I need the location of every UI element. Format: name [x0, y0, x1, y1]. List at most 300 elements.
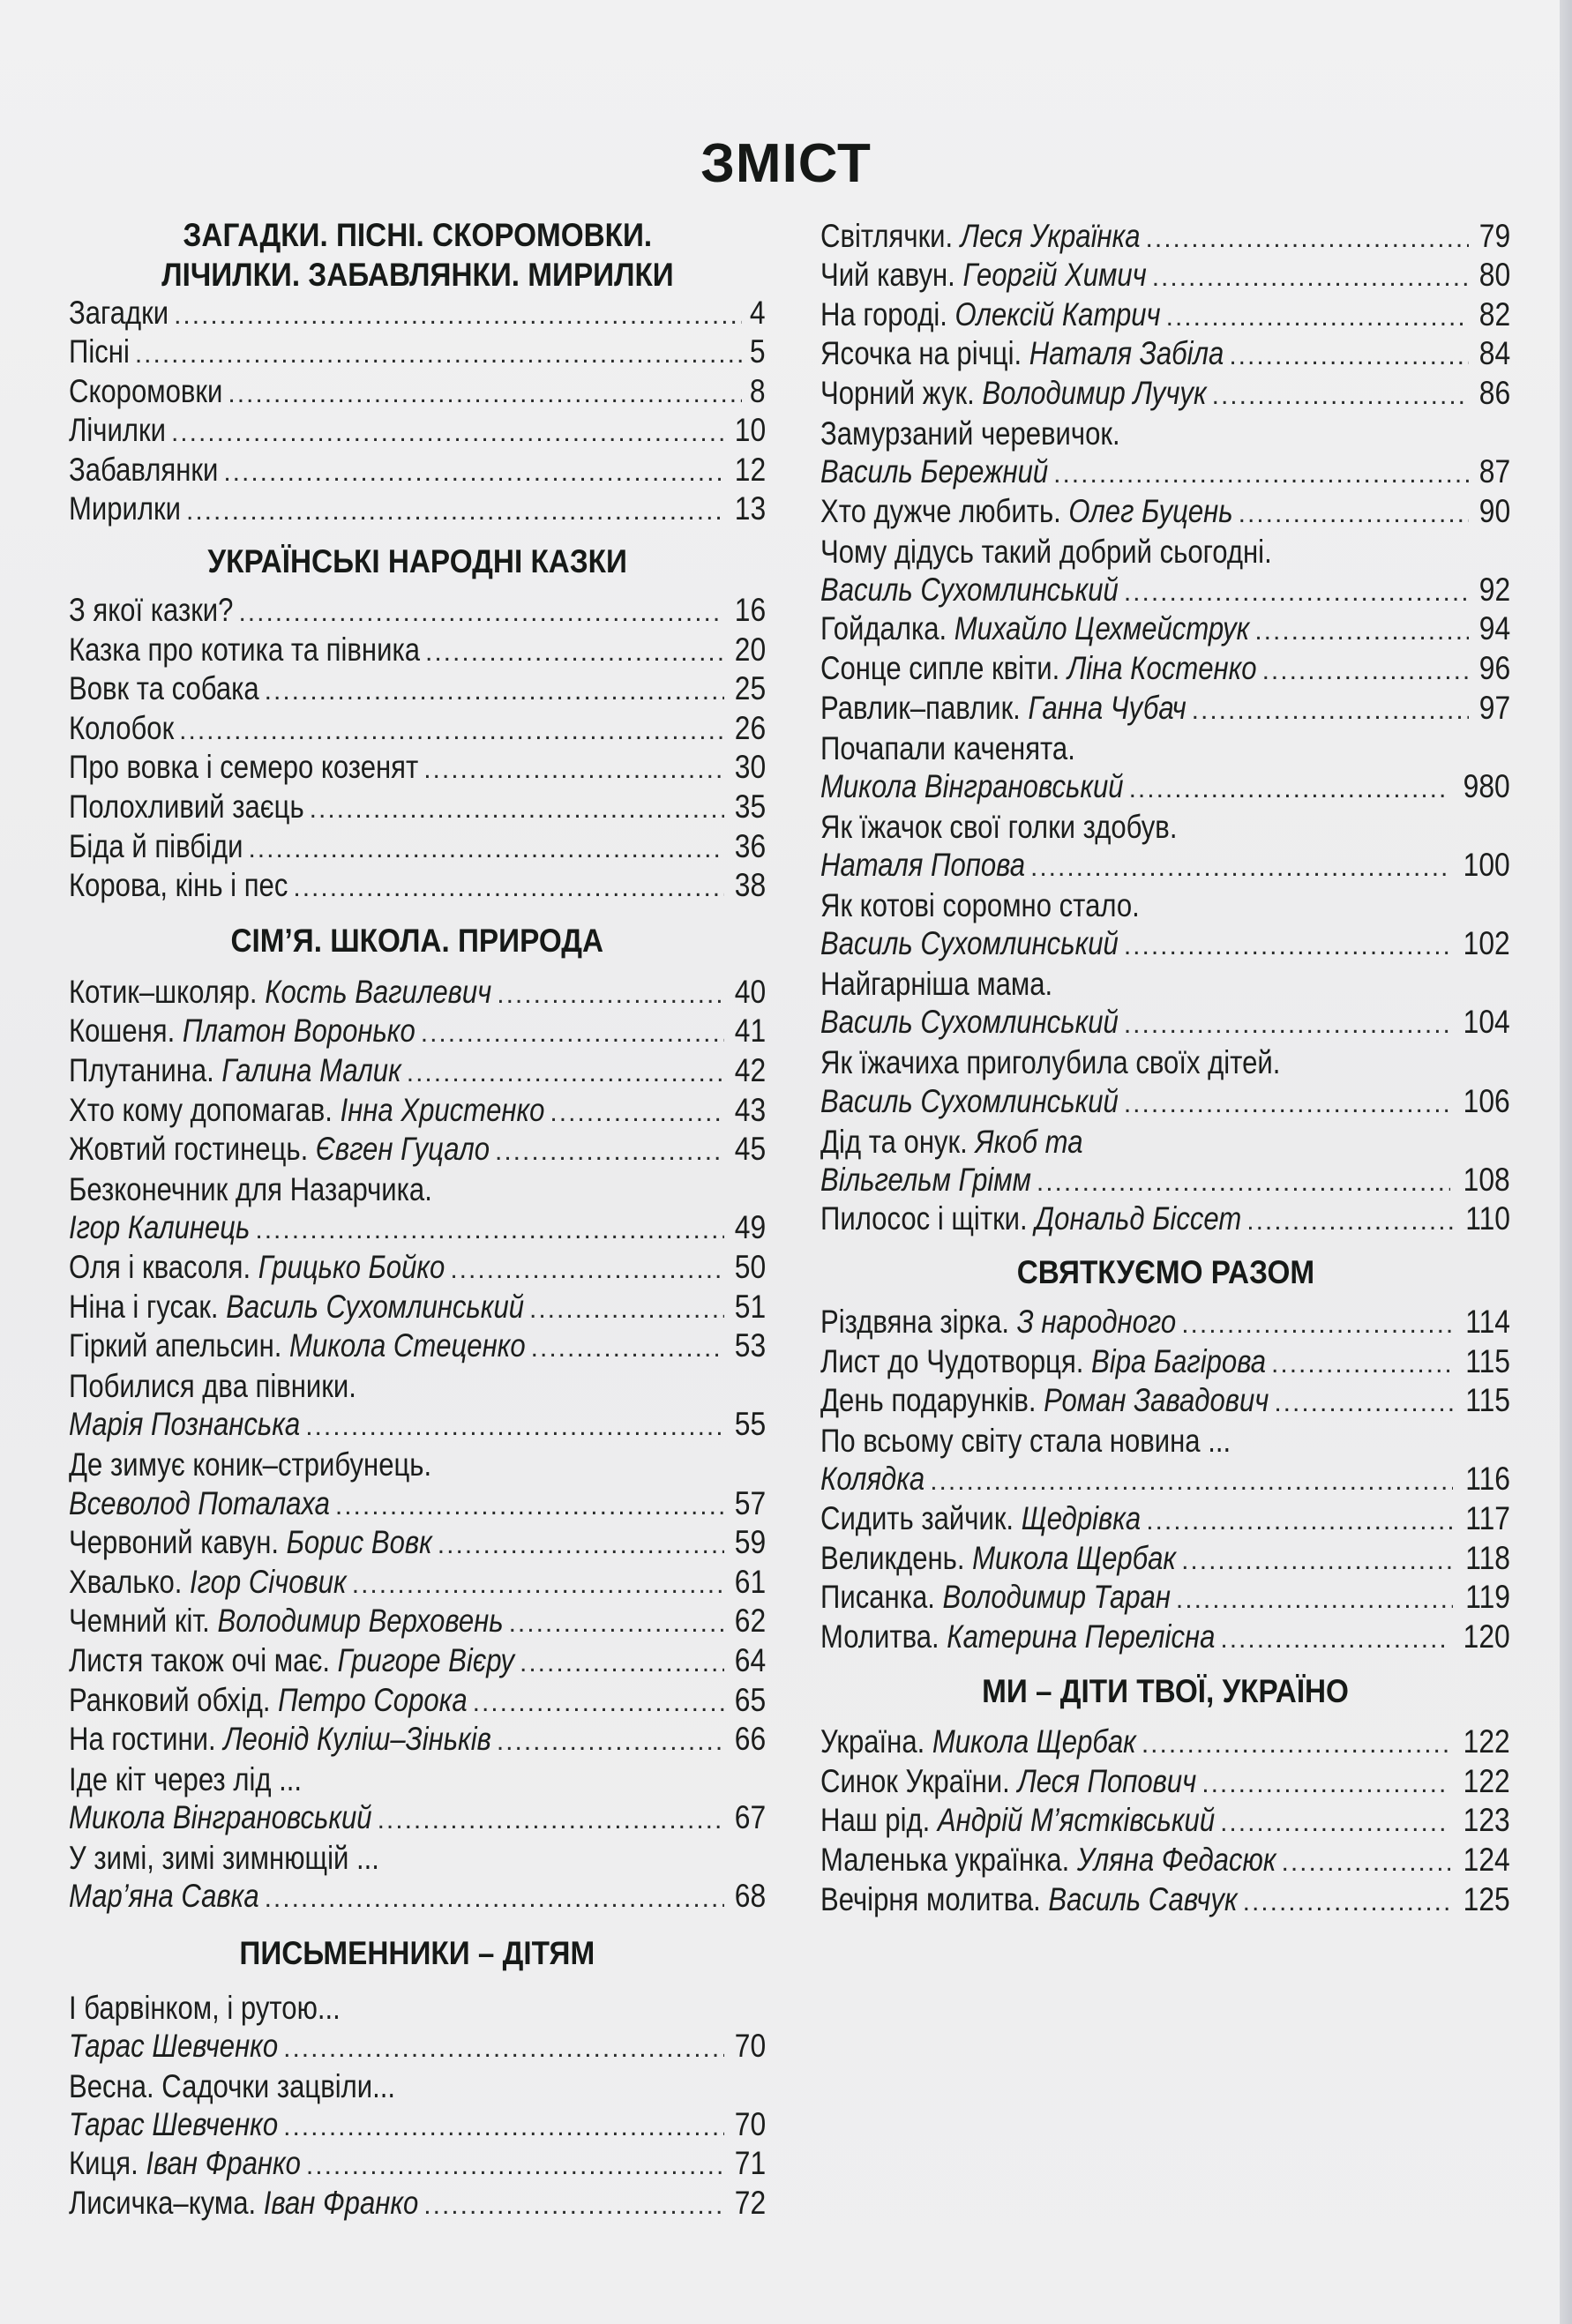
- entry-text: [69, 1170, 432, 1210]
- entry-text: [820, 217, 1141, 257]
- entry-title: Як їжачок свої голки здобув.: [820, 808, 1178, 845]
- page-number: 123: [1463, 1802, 1510, 1839]
- page-number: 65: [734, 1681, 766, 1718]
- page-number: 115: [1465, 1342, 1510, 1379]
- toc-entry[interactable]: [820, 218, 1510, 258]
- dot-leader: [1124, 1085, 1450, 1125]
- dot-leader: [423, 2186, 724, 2226]
- entry-text: [69, 1405, 300, 1445]
- toc-entry[interactable]: [69, 1013, 766, 1053]
- entry-text: [69, 2184, 418, 2223]
- entry-text: [69, 1602, 504, 1641]
- entry-text: [69, 1326, 526, 1366]
- entry-title: Чорний жук.: [820, 374, 983, 411]
- toc-entry[interactable]: [69, 2106, 766, 2146]
- entry-title: Жовтий гостинець.: [69, 1131, 316, 1168]
- page-number: 66: [734, 1721, 766, 1758]
- entry-text: [820, 452, 1048, 492]
- entry-title: Забавлянки: [69, 451, 219, 488]
- toc-entry[interactable]: [820, 375, 1510, 415]
- entry-title: Полохливий заєць: [69, 788, 304, 826]
- toc-entry[interactable]: [820, 1304, 1510, 1343]
- toc-entry[interactable]: [820, 1540, 1510, 1580]
- entry-title: Чемний кіт.: [69, 1603, 218, 1640]
- entry-author: Роман Завадович: [1044, 1382, 1269, 1419]
- toc-entry-continued: [820, 1043, 1510, 1083]
- toc-entry-continued: [820, 886, 1510, 926]
- entry-text: [69, 1208, 250, 1248]
- entry-title: Ніна і гусак.: [69, 1288, 227, 1325]
- entry-author: Олег Буцень: [1068, 492, 1233, 529]
- page-number: 53: [734, 1327, 766, 1364]
- entry-text: [820, 767, 1124, 807]
- entry-text: [820, 1762, 1196, 1802]
- entry-text: [69, 294, 168, 333]
- dot-leader: [223, 453, 724, 493]
- toc-entry[interactable]: [69, 373, 766, 413]
- entry-text: [69, 1839, 379, 1879]
- toc-entry[interactable]: [820, 336, 1510, 376]
- dot-leader: [473, 1684, 724, 1723]
- toc-entry[interactable]: [69, 1879, 766, 1918]
- toc-entry[interactable]: [820, 926, 1510, 966]
- entry-text: [820, 256, 1147, 295]
- entry-author: Василь Савчук: [1048, 1880, 1238, 1917]
- entry-author: Євген Гуцало: [315, 1131, 490, 1168]
- entry-text: [69, 1130, 490, 1169]
- toc-entry[interactable]: [69, 750, 766, 789]
- entry-title: Як їжачиха приголубила своїх дітей.: [820, 1044, 1281, 1081]
- entry-title: Хвалько.: [69, 1563, 191, 1600]
- dot-leader: [1181, 1305, 1453, 1345]
- toc-entry[interactable]: [69, 2146, 766, 2186]
- entry-author: Дональд Біссет: [1035, 1200, 1242, 1237]
- page-number: 20: [734, 631, 766, 668]
- page-number: 64: [734, 1641, 766, 1678]
- page-number: 115: [1465, 1382, 1510, 1419]
- page-number: 122: [1463, 1723, 1510, 1760]
- entry-title: Плутанина.: [69, 1052, 222, 1088]
- entry-text: [69, 866, 288, 906]
- page-number: 35: [734, 788, 766, 826]
- toc-entry[interactable]: [69, 2186, 766, 2225]
- entry-text: [820, 492, 1233, 532]
- toc-entry[interactable]: [820, 611, 1510, 651]
- dot-leader: [1243, 1883, 1451, 1923]
- dot-leader: [186, 492, 724, 532]
- entry-title: Загадки: [69, 294, 169, 331]
- entry-text: [69, 1288, 524, 1327]
- entry-title: Біда й півбіди: [69, 827, 243, 864]
- toc-entry[interactable]: [820, 1383, 1510, 1423]
- toc-entry-continued: [820, 1422, 1510, 1461]
- entry-text: [820, 1381, 1269, 1421]
- entry-author: Леонід Куліш–Зіньків: [223, 1721, 491, 1758]
- entry-author: Тарас Шевченко: [69, 2105, 279, 2142]
- entry-author: Микола Щербак: [972, 1539, 1177, 1576]
- entry-author: Михайло Цехмейструк: [954, 610, 1250, 647]
- dot-leader: [310, 790, 724, 830]
- page-number: 116: [1465, 1461, 1510, 1498]
- toc-entry[interactable]: [820, 1580, 1510, 1619]
- page-number: 70: [734, 2027, 766, 2064]
- entry-text: [820, 1880, 1238, 1920]
- toc-entry[interactable]: [69, 631, 766, 671]
- entry-title: Синок України.: [820, 1762, 1018, 1799]
- toc-entry[interactable]: [69, 974, 766, 1013]
- page-number: 125: [1463, 1880, 1510, 1917]
- toc-entry[interactable]: [69, 1722, 766, 1761]
- page-number: 5: [750, 333, 766, 370]
- entry-author: Вільгельм Грімм: [820, 1161, 1031, 1198]
- page-number: 36: [734, 827, 766, 864]
- entry-title: Равлик–павлик.: [820, 689, 1029, 726]
- entry-title: Вовк та собака: [69, 670, 259, 707]
- entry-title: Оля і квасоля.: [69, 1248, 258, 1285]
- toc-entry[interactable]: [69, 334, 766, 374]
- page-number: 67: [734, 1799, 766, 1836]
- entry-author: Колядка: [820, 1461, 925, 1498]
- entry-text: [820, 1303, 1176, 1342]
- dot-leader: [228, 375, 742, 415]
- entry-text: [69, 1877, 259, 1917]
- entry-author: Петро Сорока: [278, 1681, 468, 1718]
- entry-text: [69, 591, 233, 631]
- page-number: 40: [734, 973, 766, 1010]
- toc-entry[interactable]: [69, 1249, 766, 1289]
- dot-leader: [171, 414, 724, 453]
- entry-text: [69, 1484, 330, 1524]
- page-number: 122: [1463, 1762, 1510, 1799]
- toc-entry[interactable]: [820, 296, 1510, 336]
- entry-title: Червоний кавун.: [69, 1524, 287, 1561]
- entry-author: Тарас Шевченко: [69, 2027, 279, 2064]
- toc-entry-continued: [820, 533, 1510, 572]
- entry-title: Почапали каченята.: [820, 729, 1075, 766]
- entry-text: [69, 372, 222, 412]
- dot-leader: [179, 712, 724, 751]
- toc-entry[interactable]: [69, 1564, 766, 1603]
- page-number: 30: [734, 749, 766, 786]
- entry-title: Великдень.: [820, 1539, 973, 1576]
- toc-entry[interactable]: [69, 413, 766, 452]
- page-number: 90: [1478, 492, 1510, 529]
- toc-entry[interactable]: [820, 1162, 1510, 1201]
- entry-title: Вечірня молитва.: [820, 1880, 1049, 1917]
- dot-leader: [335, 1487, 724, 1527]
- dot-leader: [1282, 1843, 1451, 1883]
- entry-text: [69, 1681, 468, 1721]
- toc-entry[interactable]: [820, 1881, 1510, 1921]
- entry-text: [69, 1760, 302, 1800]
- entry-text: [69, 1720, 491, 1760]
- page-number: 106: [1463, 1082, 1510, 1119]
- toc-entry[interactable]: [69, 1053, 766, 1093]
- dot-leader: [407, 1054, 724, 1094]
- page-number: 42: [734, 1052, 766, 1088]
- dot-leader: [1146, 220, 1469, 259]
- toc-entry[interactable]: [69, 1485, 766, 1525]
- entry-text: [69, 1798, 372, 1838]
- entry-title: Колобок: [69, 709, 175, 746]
- toc-entry-continued: [69, 1989, 766, 2029]
- entry-text: [69, 451, 218, 490]
- entry-text: [820, 1082, 1119, 1122]
- toc-entry[interactable]: [820, 651, 1510, 691]
- toc-entry[interactable]: [820, 1803, 1510, 1842]
- entry-author: Леся Українка: [960, 217, 1141, 254]
- entry-text: [69, 411, 166, 451]
- page-number: 102: [1463, 925, 1510, 962]
- entry-title: Писанка.: [820, 1579, 943, 1616]
- entry-title: Світлячки.: [820, 217, 961, 254]
- toc-entry[interactable]: [69, 491, 766, 531]
- toc-entry[interactable]: [820, 1461, 1510, 1501]
- dot-leader: [930, 1462, 1453, 1502]
- entry-author: Василь Сухомлинський: [820, 1082, 1119, 1119]
- toc-entry[interactable]: [69, 452, 766, 491]
- toc-entry[interactable]: [820, 258, 1510, 297]
- entry-title: Чий кавун.: [820, 257, 963, 294]
- toc-entry[interactable]: [69, 1407, 766, 1446]
- page-number: 16: [734, 592, 766, 629]
- dot-leader: [1166, 298, 1469, 338]
- toc-entry[interactable]: [69, 2028, 766, 2067]
- toc-entry[interactable]: [69, 1092, 766, 1132]
- toc-entry[interactable]: [69, 1132, 766, 1171]
- entry-author: Георгій Химич: [962, 257, 1147, 294]
- page-number: 71: [734, 2145, 766, 2182]
- entry-title: На городі.: [820, 295, 955, 333]
- page-number: 57: [734, 1484, 766, 1521]
- entry-title: Сидить зайчик.: [820, 1499, 1022, 1536]
- dot-leader: [1124, 1005, 1450, 1045]
- page-number: 80: [1478, 257, 1510, 294]
- dot-leader: [1181, 1542, 1453, 1581]
- toc-entry[interactable]: [820, 1343, 1510, 1383]
- toc-entry-continued: [820, 1123, 1510, 1162]
- page-number: 38: [734, 867, 766, 904]
- dot-leader: [497, 975, 724, 1015]
- entry-text: [820, 1043, 1280, 1083]
- toc-entry[interactable]: [820, 1618, 1510, 1658]
- entry-author: Ігор Січовик: [190, 1563, 347, 1600]
- dot-leader: [293, 869, 723, 908]
- entry-text: [820, 1460, 924, 1499]
- entry-text: [820, 689, 1186, 729]
- entry-author: Наталя Попова: [820, 847, 1025, 883]
- dot-leader: [283, 2029, 724, 2069]
- entry-author: Василь Сухомлинський: [226, 1288, 525, 1325]
- page-number: 26: [734, 709, 766, 746]
- page-number: 61: [734, 1563, 766, 1600]
- toc-entry[interactable]: [69, 593, 766, 632]
- entry-author: Леся Попович: [1017, 1762, 1197, 1799]
- entry-author: Микола Вінграновський: [69, 1799, 372, 1836]
- entry-text: [820, 1722, 1136, 1762]
- entry-title: Кошеня.: [69, 1013, 183, 1050]
- entry-author: Інна Христенко: [340, 1091, 545, 1128]
- section-heading-line: МИ – ДІТИ ТВОЇ, УКРАЇНО: [982, 1672, 1349, 1709]
- entry-title: Лічилки: [69, 412, 166, 449]
- dot-leader: [1254, 612, 1469, 652]
- page-number: 8: [750, 372, 766, 409]
- toc-entry[interactable]: [820, 1083, 1510, 1123]
- toc-entry[interactable]: [69, 868, 766, 908]
- entry-text: [69, 1989, 341, 2029]
- entry-text: [69, 1091, 544, 1131]
- entry-title: Де зимує коник–стрибунець.: [69, 1446, 432, 1483]
- section-heading-line: ПИСЬМЕННИКИ – ДІТЯМ: [239, 1935, 595, 1972]
- toc-entry[interactable]: [69, 1328, 766, 1368]
- page-number: 94: [1478, 610, 1510, 647]
- toc-entry[interactable]: [820, 690, 1510, 729]
- entry-author: Олексій Катрич: [954, 295, 1161, 333]
- toc-entry[interactable]: [69, 1682, 766, 1722]
- entry-text: [69, 2067, 395, 2107]
- toc-entry[interactable]: [820, 572, 1510, 611]
- toc-entry-continued: [820, 415, 1510, 454]
- page-number: 980: [1463, 767, 1510, 804]
- section-heading: [820, 1658, 1510, 1724]
- entry-author: Василь Сухомлинський: [820, 571, 1119, 608]
- toc-entry-continued: [820, 729, 1510, 769]
- entry-author: Микола Стеценко: [289, 1327, 526, 1364]
- dot-leader: [306, 2147, 724, 2186]
- entry-title: Маленька українка.: [820, 1842, 1077, 1879]
- toc-entry-continued: [69, 1839, 766, 1879]
- toc-entry[interactable]: [820, 454, 1510, 494]
- entry-title: Безконечник для Назарчика.: [69, 1171, 432, 1208]
- entry-author: Щедрівка: [1021, 1499, 1142, 1536]
- page-number: 87: [1478, 453, 1510, 490]
- entry-author: Василь Сухомлинський: [820, 925, 1119, 962]
- entry-author: Платон Воронько: [182, 1013, 415, 1050]
- dot-leader: [423, 751, 724, 790]
- entry-title: Різдвяна зірка.: [820, 1303, 1017, 1340]
- entry-author: Іван Франко: [263, 2185, 419, 2222]
- entry-author: Андрій М’ястківський: [937, 1802, 1216, 1839]
- toc-entry[interactable]: [69, 828, 766, 868]
- toc-entry[interactable]: [69, 1800, 766, 1840]
- toc-entry[interactable]: [820, 848, 1510, 887]
- entry-text: [69, 1012, 415, 1051]
- dot-leader: [1124, 573, 1469, 613]
- entry-author: Марія Познанська: [69, 1406, 301, 1443]
- page-number: 84: [1478, 335, 1510, 372]
- toc-entry[interactable]: [69, 1210, 766, 1250]
- toc-entry[interactable]: [69, 295, 766, 334]
- entry-text: [820, 924, 1119, 964]
- section-heading: [69, 531, 766, 593]
- page-number: 51: [734, 1288, 766, 1325]
- toc-entry[interactable]: [69, 1525, 766, 1565]
- entry-title: Хто кому допомагав.: [69, 1091, 341, 1128]
- dot-leader: [509, 1604, 724, 1644]
- entry-author: Микола Щербак: [932, 1723, 1136, 1760]
- entry-text: [820, 1499, 1141, 1539]
- dot-leader: [1262, 652, 1469, 691]
- entry-title: Листя також очі має.: [69, 1641, 338, 1678]
- entry-text: [69, 1367, 356, 1407]
- entry-author: Іван Франко: [146, 2145, 301, 2182]
- dot-leader: [520, 1644, 724, 1684]
- page-edge: [1560, 0, 1572, 2324]
- toc-entry[interactable]: [820, 1842, 1510, 1882]
- toc-entry[interactable]: [69, 710, 766, 750]
- entry-title: Гойдалка.: [820, 610, 954, 647]
- dot-leader: [1037, 1163, 1450, 1203]
- dot-leader: [1124, 927, 1450, 967]
- dot-leader: [283, 2108, 724, 2148]
- toc-entry[interactable]: [820, 1500, 1510, 1540]
- page-number: 68: [734, 1878, 766, 1915]
- entry-title: Лист до Чудотворця.: [820, 1342, 1092, 1379]
- dot-leader: [1176, 1580, 1453, 1620]
- dot-leader: [529, 1290, 724, 1330]
- dot-leader: [248, 830, 723, 870]
- entry-author: Грицько Бойко: [258, 1248, 445, 1285]
- entry-title: Україна.: [820, 1723, 932, 1760]
- toc-entry[interactable]: [820, 1005, 1510, 1044]
- page-number: 92: [1478, 571, 1510, 608]
- page-number: 120: [1463, 1618, 1510, 1655]
- entry-author: Мар’яна Савка: [69, 1878, 259, 1915]
- toc-entry[interactable]: [820, 1201, 1510, 1241]
- toc-entry[interactable]: [820, 768, 1510, 808]
- entry-title: З якої казки?: [69, 592, 234, 629]
- entry-title: Ясочка на річці.: [820, 335, 1029, 372]
- entry-text: [69, 2105, 278, 2145]
- dot-leader: [238, 594, 723, 633]
- toc-entry[interactable]: [69, 1642, 766, 1682]
- entry-text: [820, 609, 1249, 649]
- dot-leader: [1129, 770, 1451, 810]
- toc-entry[interactable]: [69, 671, 766, 711]
- entry-text: [69, 1523, 432, 1563]
- dot-leader: [265, 1879, 724, 1919]
- page-number: 25: [734, 670, 766, 707]
- entry-title: Лисичка–кума.: [69, 2185, 264, 2222]
- toc-entry[interactable]: [69, 789, 766, 829]
- toc-entry[interactable]: [69, 1289, 766, 1328]
- dot-leader: [531, 1329, 724, 1369]
- entry-title: На гостини.: [69, 1721, 224, 1758]
- dot-leader: [1152, 258, 1469, 298]
- dot-leader: [1192, 691, 1469, 731]
- entry-text: [69, 788, 304, 827]
- toc-entry[interactable]: [69, 1603, 766, 1643]
- toc-entry-continued: [820, 965, 1510, 1005]
- toc-entry-continued: [69, 1367, 766, 1407]
- section-heading-line: СІМ’Я. ШКОЛА. ПРИРОДА: [230, 922, 604, 959]
- entry-author: Василь Сухомлинський: [820, 1004, 1119, 1041]
- page-number: 70: [734, 2105, 766, 2142]
- section-heading: [820, 1240, 1510, 1304]
- entry-text: [69, 489, 181, 529]
- toc-entry[interactable]: [820, 493, 1510, 533]
- dot-leader: [438, 1526, 724, 1566]
- page-number: 41: [734, 1013, 766, 1050]
- entry-author: Якоб та: [975, 1123, 1083, 1160]
- entry-text: [820, 1841, 1276, 1880]
- toc-entry[interactable]: [820, 1724, 1510, 1764]
- toc-entry[interactable]: [820, 1763, 1510, 1803]
- dot-leader: [1229, 337, 1469, 377]
- entry-text: [69, 1641, 514, 1681]
- entry-title: Замурзаний черевичок.: [820, 415, 1120, 452]
- dot-leader: [174, 296, 742, 336]
